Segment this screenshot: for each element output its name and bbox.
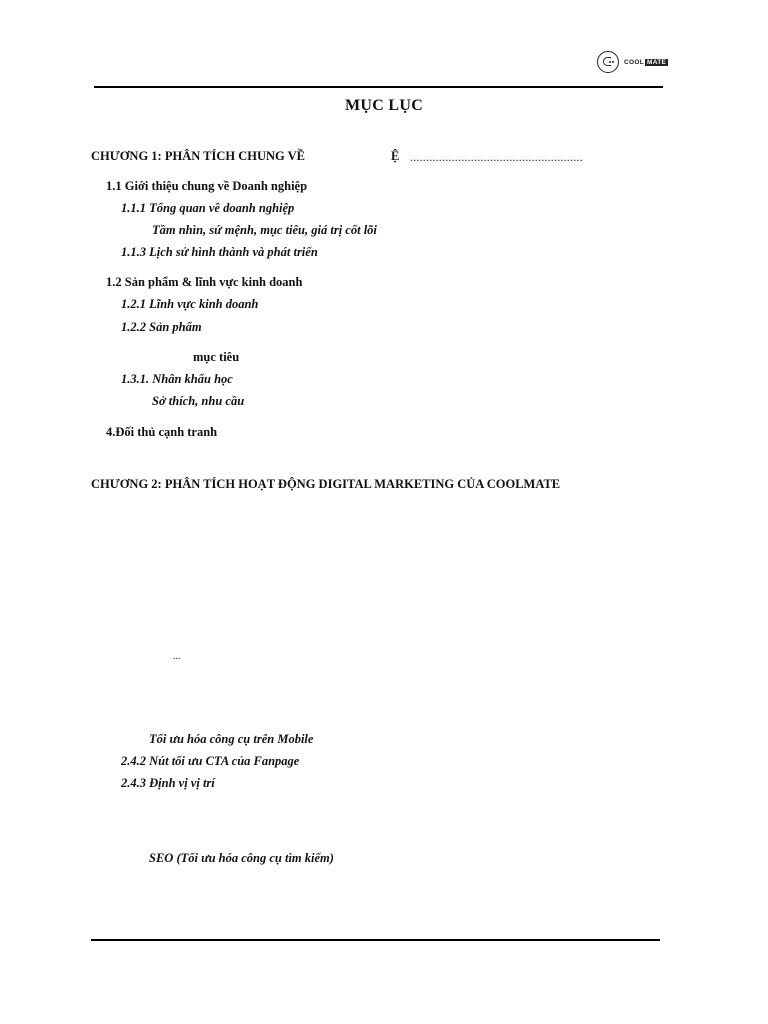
toc-entry-2-4-1: Tối ưu hóa công cụ trên Mobile [149,732,314,746]
toc-entry-1-1-2: Tầm nhìn, sứ mệnh, mục tiêu, giá trị cốt lõi [152,223,377,237]
toc-entry-4: 4.Đối thủ cạnh tranh [106,425,218,439]
toc-chapter-1-heading: CHƯƠNG 1: PHÂN TÍCH CHUNG VỀ [91,149,306,163]
toc-dot-leader: ...................................................... [410,150,583,164]
coolmate-logo-icon [597,51,619,73]
toc-entry-2-4-2: 2.4.2 Nút tối ưu CTA của Fanpage [121,754,300,768]
toc-chapter-1-fragment: Ệ [391,149,400,163]
coolmate-logo [597,49,668,75]
toc-entry-1-2-2: 1.2.2 Sản phẩm [121,320,202,334]
toc-entry-seo: SEO (Tối ưu hóa công cụ tìm kiếm) [149,851,334,865]
logo-mate-text: MATE [646,58,667,66]
toc-entry-1-2-1: 1.2.1 Lĩnh vực kinh doanh [121,297,259,311]
footer-rule [91,939,660,941]
coolmate-logo-wordmark [624,59,668,66]
toc-entry-1-1-3: 1.1.3 Lịch sử hình thành và phát triển [121,245,318,259]
toc-title: MỤC LỤC [344,97,424,114]
header-rule [94,86,663,88]
toc-entry-1-2: 1.2 Sản phẩm & lĩnh vực kinh doanh [106,275,303,289]
toc-entry-1-3-1: 1.3.1. Nhân khẩu học [121,372,233,386]
toc-entry-1-3-fragment: mục tiêu [193,350,240,364]
toc-entry-2-4-3: 2.4.3 Định vị vị trí [121,776,215,790]
logo-cool-text: COOL [624,58,644,66]
toc-entry-1-1: 1.1 Giới thiệu chung về Doanh nghiệp [106,179,308,193]
toc-entry-1-3-2: Sở thích, nhu cầu [152,394,245,408]
toc-chapter-2-heading: CHƯƠNG 2: PHÂN TÍCH HOẠT ĐỘNG DIGITAL MARKETING CỦA COOLMATE [91,477,561,491]
toc-entry-1-1-1: 1.1.1 Tổng quan về doanh nghiệp [121,201,295,215]
toc-ellipsis: ... [173,651,181,662]
